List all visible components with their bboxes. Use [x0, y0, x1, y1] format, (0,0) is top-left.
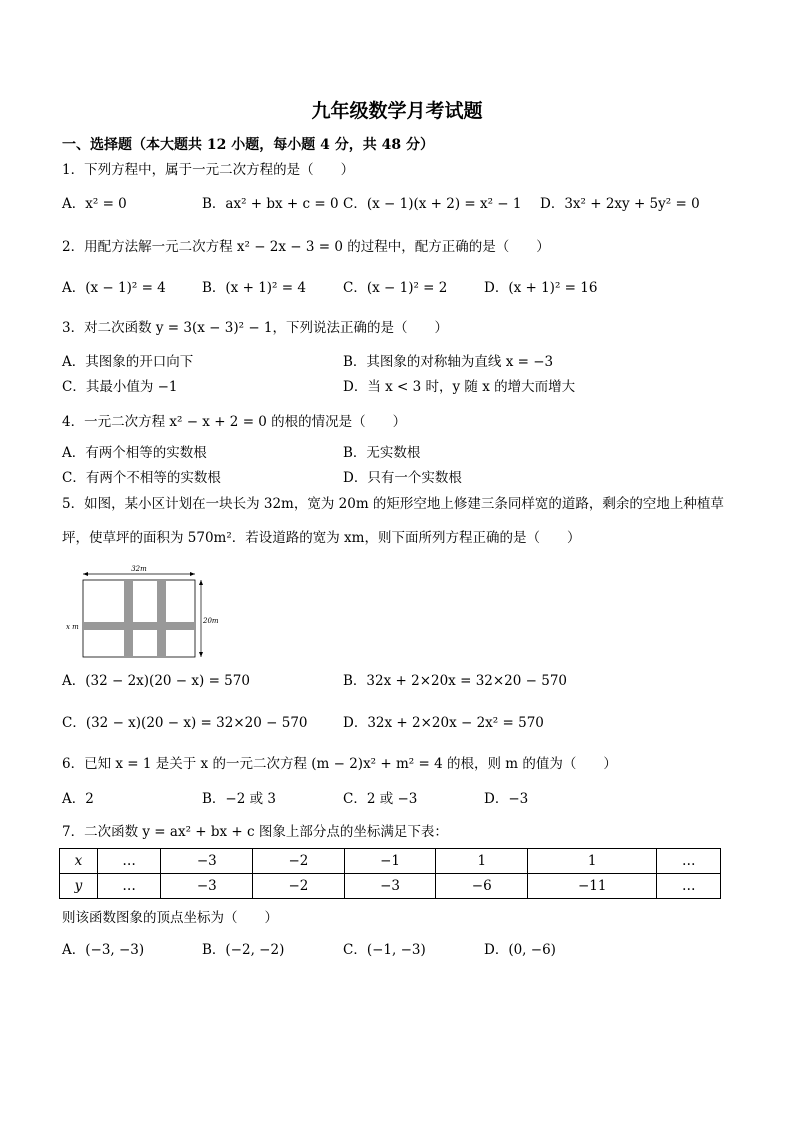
q6-option-c: C．2 或 −3: [343, 791, 418, 807]
q5-option-c: C．(32 − x)(20 − x) = 32×20 − 570: [62, 715, 308, 731]
q4-option-d: D．只有一个实数根: [343, 470, 462, 486]
table-cell: −2: [253, 874, 345, 899]
q7-option-b: B．(−2, −2): [202, 942, 285, 958]
question-1-stem: 1．下列方程中，属于一元二次方程的是（ ）: [62, 162, 355, 178]
q7-option-d: D．(0, −6): [484, 942, 556, 958]
q1-option-c: C．(x − 1)(x + 2) = x² − 1: [343, 196, 522, 212]
coordinate-table: [59, 848, 721, 899]
table-row-x: [60, 849, 721, 874]
table-cell: −2: [253, 849, 345, 874]
q7-option-c: C．(−1, −3): [343, 942, 426, 958]
q3-option-d: D．当 x < 3 时，y 随 x 的增大而增大: [343, 379, 576, 395]
table-cell: y: [60, 874, 98, 899]
question-4-stem: 4．一元二次方程 x² − x + 2 = 0 的根的情况是（ ）: [62, 414, 407, 430]
section-heading: 一、选择题（本大题共 12 小题，每小题 4 分，共 48 分）: [62, 137, 434, 153]
question-6-stem: 6．已知 x = 1 是关于 x 的一元二次方程 (m − 2)x² + m² = 4 的根，则 m 的值为（ ）: [62, 756, 617, 772]
road-diagram: [64, 562, 224, 667]
q2-option-b: B．(x + 1)² = 4: [202, 280, 306, 296]
table-cell: …: [97, 874, 161, 899]
height-label: 20m: [203, 617, 219, 625]
q7-option-a: A．(−3, −3): [62, 942, 145, 958]
table-cell: −11: [528, 874, 657, 899]
q3-option-a: A．其图象的开口向下: [62, 354, 194, 370]
q5-option-b: B．32x + 2×20x = 32×20 − 570: [343, 673, 568, 689]
table-cell: …: [657, 874, 721, 899]
q2-option-a: A．(x − 1)² = 4: [62, 280, 166, 296]
width-label: 32m: [131, 565, 147, 573]
q3-option-c: C．其最小值为 −1: [62, 379, 178, 395]
question-7-stem: 7．二次函数 y = ax² + bx + c 图象上部分点的坐标满足下表：: [62, 824, 448, 840]
rectangular-lot: [83, 580, 195, 657]
q4-option-c: C．有两个不相等的实数根: [62, 470, 221, 486]
table-cell: −3: [161, 849, 253, 874]
q5-option-d: D．32x + 2×20x − 2x² = 570: [343, 715, 544, 731]
q2-option-c: C．(x − 1)² = 2: [343, 280, 448, 296]
horizontal-road: [83, 622, 195, 630]
q3-option-b: B．其图象的对称轴为直线 x = −3: [343, 354, 554, 370]
question-5-stem-line2: 坪，使草坪的面积为 570m²．若设道路的宽为 xm，则下面所列方程正确的是（ ）: [62, 530, 581, 546]
question-7-followup: 则该函数图象的顶点坐标为（ ）: [62, 910, 278, 926]
question-3-stem: 3．对二次函数 y = 3(x − 3)² − 1，下列说法正确的是（ ）: [62, 320, 449, 336]
q1-option-a: A．x² = 0: [62, 196, 127, 212]
table-cell: −3: [344, 874, 436, 899]
table-cell: 1: [528, 849, 657, 874]
table-cell: …: [97, 849, 161, 874]
table-cell: −3: [161, 874, 253, 899]
table-cell: …: [657, 849, 721, 874]
q2-option-d: D．(x + 1)² = 16: [484, 280, 598, 296]
q6-option-b: B．−2 或 3: [202, 791, 276, 807]
q4-option-b: B．无实数根: [343, 445, 421, 461]
table-cell: −6: [436, 874, 528, 899]
table-cell: x: [60, 849, 98, 874]
q4-option-a: A．有两个相等的实数根: [62, 445, 207, 461]
q5-option-a: A．(32 − 2x)(20 − x) = 570: [62, 673, 250, 689]
q1-option-d: D．3x² + 2xy + 5y² = 0: [540, 196, 700, 212]
vertical-road-2: [157, 580, 166, 657]
table-cell: −1: [344, 849, 436, 874]
table-row-y: [60, 874, 721, 899]
page-title: 九年级数学月考试题: [311, 100, 483, 122]
road-width-label: x m: [66, 623, 79, 631]
question-2-stem: 2．用配方法解一元二次方程 x² − 2x − 3 = 0 的过程中，配方正确的是（ ）: [62, 239, 550, 255]
q6-option-d: D．−3: [484, 791, 529, 807]
table-cell: 1: [436, 849, 528, 874]
vertical-road-1: [124, 580, 133, 657]
q6-option-a: A．2: [62, 791, 94, 807]
question-5-stem-line1: 5．如图，某小区计划在一块长为 32m，宽为 20m 的矩形空地上修建三条同样宽的道路，剩余的空地上种植草: [62, 496, 724, 512]
q1-option-b: B．ax² + bx + c = 0: [202, 196, 339, 212]
